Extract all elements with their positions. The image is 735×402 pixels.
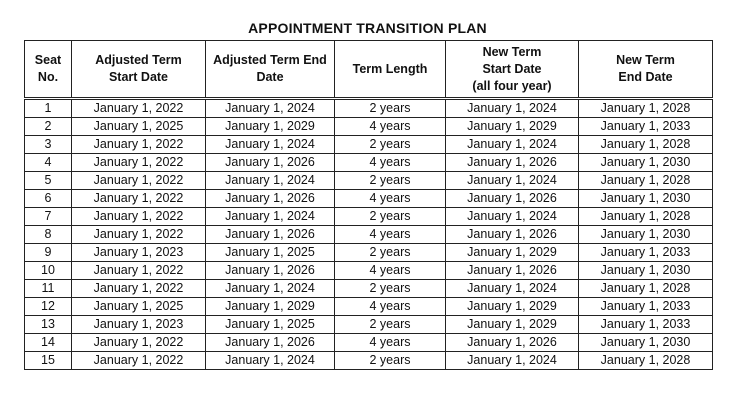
adjusted-end-cell: January 1, 2025 [206,316,335,334]
table-row [25,280,713,298]
new-start-cell: January 1, 2024 [446,352,579,370]
new-start-cell: January 1, 2024 [446,99,579,118]
seat-cell: 14 [25,334,72,352]
adjusted-end-cell: January 1, 2026 [206,262,335,280]
header-line: End Date [618,70,673,84]
table-row [25,262,713,280]
new-end-cell: January 1, 2033 [579,298,713,316]
adjusted-start-cell: January 1, 2022 [72,172,206,190]
new-start-cell: January 1, 2029 [446,316,579,334]
adjusted-start-cell: January 1, 2022 [72,352,206,370]
term-length-cell: 2 years [335,99,446,118]
table-row [25,316,713,334]
header-line: Start Date [108,70,169,84]
seat-cell: 1 [25,99,72,118]
header-adjusted-start [72,41,206,99]
adjusted-start-cell: January 1, 2022 [72,280,206,298]
new-end-cell: January 1, 2030 [579,334,713,352]
header-adjusted-end [206,41,335,99]
adjusted-end-cell: January 1, 2026 [206,154,335,172]
adjusted-start-cell: January 1, 2022 [72,226,206,244]
new-end-cell: January 1, 2033 [579,244,713,262]
adjusted-start-cell: January 1, 2022 [72,154,206,172]
adjusted-end-cell: January 1, 2024 [206,280,335,298]
header-line: Adjusted Term End [213,53,327,67]
adjusted-start-cell: January 1, 2025 [72,298,206,316]
seat-cell: 7 [25,208,72,226]
term-length-cell: 4 years [335,154,446,172]
seat-cell: 9 [25,244,72,262]
transition-plan-table [24,40,713,370]
seat-cell: 10 [25,262,72,280]
adjusted-end-cell: January 1, 2029 [206,118,335,136]
adjusted-start-cell: January 1, 2022 [72,99,206,118]
seat-cell: 12 [25,298,72,316]
header-line: New Term [616,53,675,67]
adjusted-end-cell: January 1, 2024 [206,136,335,154]
table-row [25,136,713,154]
new-start-cell: January 1, 2029 [446,118,579,136]
table-body [25,99,713,370]
adjusted-end-cell: January 1, 2024 [206,172,335,190]
new-start-cell: January 1, 2026 [446,262,579,280]
table-row [25,118,713,136]
adjusted-end-cell: January 1, 2024 [206,208,335,226]
new-end-cell: January 1, 2028 [579,99,713,118]
adjusted-start-cell: January 1, 2022 [72,136,206,154]
new-start-cell: January 1, 2029 [446,244,579,262]
new-end-cell: January 1, 2028 [579,208,713,226]
adjusted-end-cell: January 1, 2029 [206,298,335,316]
seat-cell: 15 [25,352,72,370]
table-row [25,226,713,244]
new-start-cell: January 1, 2024 [446,136,579,154]
table-row [25,334,713,352]
term-length-cell: 2 years [335,280,446,298]
table-row [25,352,713,370]
new-end-cell: January 1, 2028 [579,172,713,190]
table-row [25,298,713,316]
seat-cell: 3 [25,136,72,154]
adjusted-end-cell: January 1, 2025 [206,244,335,262]
term-length-cell: 2 years [335,244,446,262]
seat-cell: 2 [25,118,72,136]
table-header [25,41,713,99]
document-title: APPOINTMENT TRANSITION PLAN [248,20,487,36]
header-term-length [335,41,446,99]
adjusted-end-cell: January 1, 2024 [206,352,335,370]
term-length-cell: 4 years [335,298,446,316]
new-start-cell: January 1, 2026 [446,154,579,172]
adjusted-end-cell: January 1, 2026 [206,226,335,244]
term-length-cell: 2 years [335,208,446,226]
adjusted-end-cell: January 1, 2026 [206,190,335,208]
new-start-cell: January 1, 2026 [446,334,579,352]
header-new-end [579,41,713,99]
new-start-cell: January 1, 2024 [446,280,579,298]
table-row [25,208,713,226]
seat-cell: 6 [25,190,72,208]
header-seat-no [25,41,72,99]
new-end-cell: January 1, 2030 [579,190,713,208]
header-line: Term Length [352,61,428,76]
table-row [25,154,713,172]
seat-cell: 5 [25,172,72,190]
table-row [25,190,713,208]
header-new-start [446,41,579,99]
adjusted-end-cell: January 1, 2024 [206,99,335,118]
adjusted-start-cell: January 1, 2023 [72,316,206,334]
new-start-cell: January 1, 2026 [446,226,579,244]
adjusted-start-cell: January 1, 2022 [72,262,206,280]
adjusted-start-cell: January 1, 2025 [72,118,206,136]
header-line: (all four year) [472,78,552,93]
seat-cell: 11 [25,280,72,298]
header-line: No. [37,70,59,84]
adjusted-end-cell: January 1, 2026 [206,334,335,352]
new-end-cell: January 1, 2030 [579,262,713,280]
adjusted-start-cell: January 1, 2023 [72,244,206,262]
new-end-cell: January 1, 2028 [579,136,713,154]
table-row [25,172,713,190]
new-end-cell: January 1, 2033 [579,316,713,334]
table-row [25,99,713,118]
term-length-cell: 4 years [335,334,446,352]
header-row [25,41,713,99]
new-start-cell: January 1, 2024 [446,172,579,190]
header-line: New Term [482,44,542,59]
header-line: Start Date [482,61,542,76]
new-end-cell: January 1, 2030 [579,154,713,172]
new-start-cell: January 1, 2026 [446,190,579,208]
term-length-cell: 2 years [335,316,446,334]
seat-cell: 13 [25,316,72,334]
new-end-cell: January 1, 2030 [579,226,713,244]
term-length-cell: 2 years [335,136,446,154]
header-line: Seat [34,53,62,67]
new-end-cell: January 1, 2028 [579,280,713,298]
new-end-cell: January 1, 2033 [579,118,713,136]
term-length-cell: 4 years [335,118,446,136]
header-line: Adjusted Term [95,53,182,67]
new-start-cell: January 1, 2024 [446,208,579,226]
new-start-cell: January 1, 2029 [446,298,579,316]
seat-cell: 8 [25,226,72,244]
adjusted-start-cell: January 1, 2022 [72,190,206,208]
term-length-cell: 4 years [335,262,446,280]
term-length-cell: 4 years [335,226,446,244]
new-end-cell: January 1, 2028 [579,352,713,370]
seat-cell: 4 [25,154,72,172]
term-length-cell: 2 years [335,352,446,370]
term-length-cell: 2 years [335,172,446,190]
table-row [25,244,713,262]
term-length-cell: 4 years [335,190,446,208]
adjusted-start-cell: January 1, 2022 [72,208,206,226]
adjusted-start-cell: January 1, 2022 [72,334,206,352]
header-line: Date [256,70,284,84]
